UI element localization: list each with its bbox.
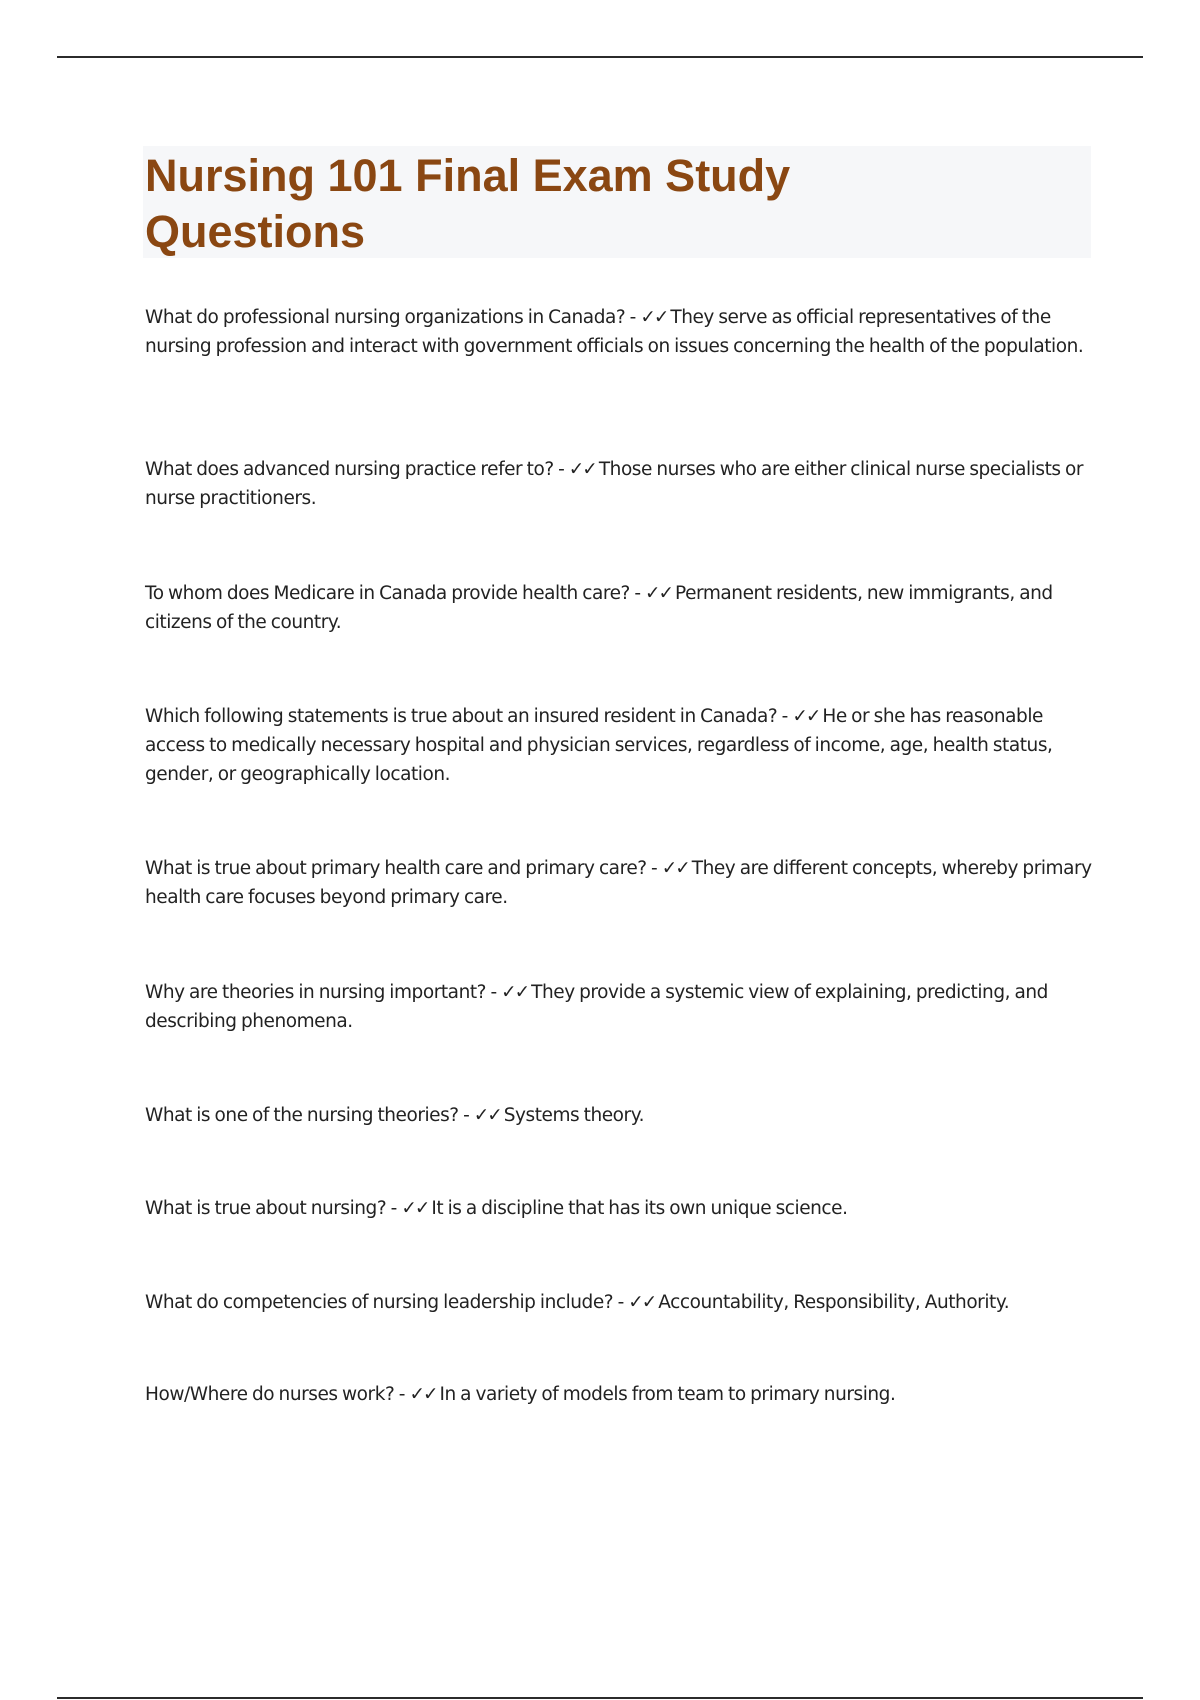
qa-item	[145, 303, 1095, 361]
answer-text: Accountability, Responsibility, Authority.	[658, 1292, 1010, 1313]
separator: -	[386, 1198, 402, 1219]
bottom-rule	[57, 1697, 1143, 1699]
question-text: To whom does Medicare in Canada provide health care?	[145, 583, 630, 604]
answer-text: They are different concepts, whereby primary health care focuses beyond primary care.	[145, 858, 1092, 908]
question-text: What does advanced nursing practice refer to?	[145, 459, 554, 480]
separator: -	[629, 583, 646, 604]
question-text: What is one of the nursing theories?	[145, 1105, 459, 1126]
separator: -	[394, 1384, 410, 1405]
qa-item	[145, 854, 1095, 912]
check-icon: ✓✓	[501, 982, 529, 1003]
check-icon: ✓✓	[568, 459, 596, 480]
answer-text: It is a discipline that has its own unique science.	[431, 1198, 848, 1219]
page-title: Nursing 101 Final Exam Study Questions	[145, 150, 791, 257]
top-rule	[57, 56, 1143, 58]
separator: -	[646, 858, 662, 879]
separator: -	[553, 459, 569, 480]
title-banner	[143, 146, 1091, 258]
qa-item	[145, 1101, 644, 1130]
qa-item	[145, 579, 1095, 637]
question-text: How/Where do nurses work?	[145, 1384, 395, 1405]
qa-item	[145, 978, 1095, 1036]
answer-text: In a variety of models from team to primary nursing.	[439, 1384, 896, 1405]
question-text: What is true about nursing?	[145, 1198, 387, 1219]
check-icon: ✓✓	[661, 858, 689, 879]
question-text: Why are theories in nursing important?	[145, 982, 487, 1003]
answer-text: He or she has reasonable access to medically necessary hospital and physician services, regardless of income, age, health status, gender, or geographically location.	[145, 706, 1053, 785]
check-icon: ✓✓	[640, 307, 668, 328]
question-text: Which following statements is true about an insured resident in Canada?	[145, 706, 778, 727]
answer-text: Permanent residents, new immigrants, and citizens of the country.	[145, 583, 1053, 633]
answer-text: Those nurses who are either clinical nurse specialists or nurse practitioners.	[145, 459, 1084, 509]
check-icon: ✓✓	[473, 1105, 501, 1126]
check-icon: ✓✓	[409, 1384, 437, 1405]
answer-text: They serve as official representatives of the nursing profession and interact with government officials on issues concerning the health of the population.	[145, 307, 1084, 357]
qa-item	[145, 1288, 1009, 1317]
separator: -	[458, 1105, 474, 1126]
answer-text: Systems theory.	[503, 1105, 644, 1126]
qa-item	[145, 455, 1095, 513]
qa-item	[145, 1194, 848, 1223]
check-icon: ✓✓	[401, 1198, 429, 1219]
answer-text: They provide a systemic view of explaining, predicting, and describing phenomena.	[145, 982, 1048, 1032]
question-text: What is true about primary health care and primary care?	[145, 858, 647, 879]
qa-item	[145, 1380, 895, 1409]
check-icon: ✓✓	[628, 1292, 656, 1313]
separator: -	[625, 307, 641, 328]
separator: -	[486, 982, 502, 1003]
separator: -	[613, 1292, 629, 1313]
qa-item	[145, 702, 1095, 789]
check-icon: ✓✓	[792, 706, 820, 727]
question-text: What do professional nursing organizations in Canada?	[145, 307, 626, 328]
question-text: What do competencies of nursing leadership include?	[145, 1292, 614, 1313]
check-icon: ✓✓	[645, 583, 673, 604]
separator: -	[777, 706, 793, 727]
